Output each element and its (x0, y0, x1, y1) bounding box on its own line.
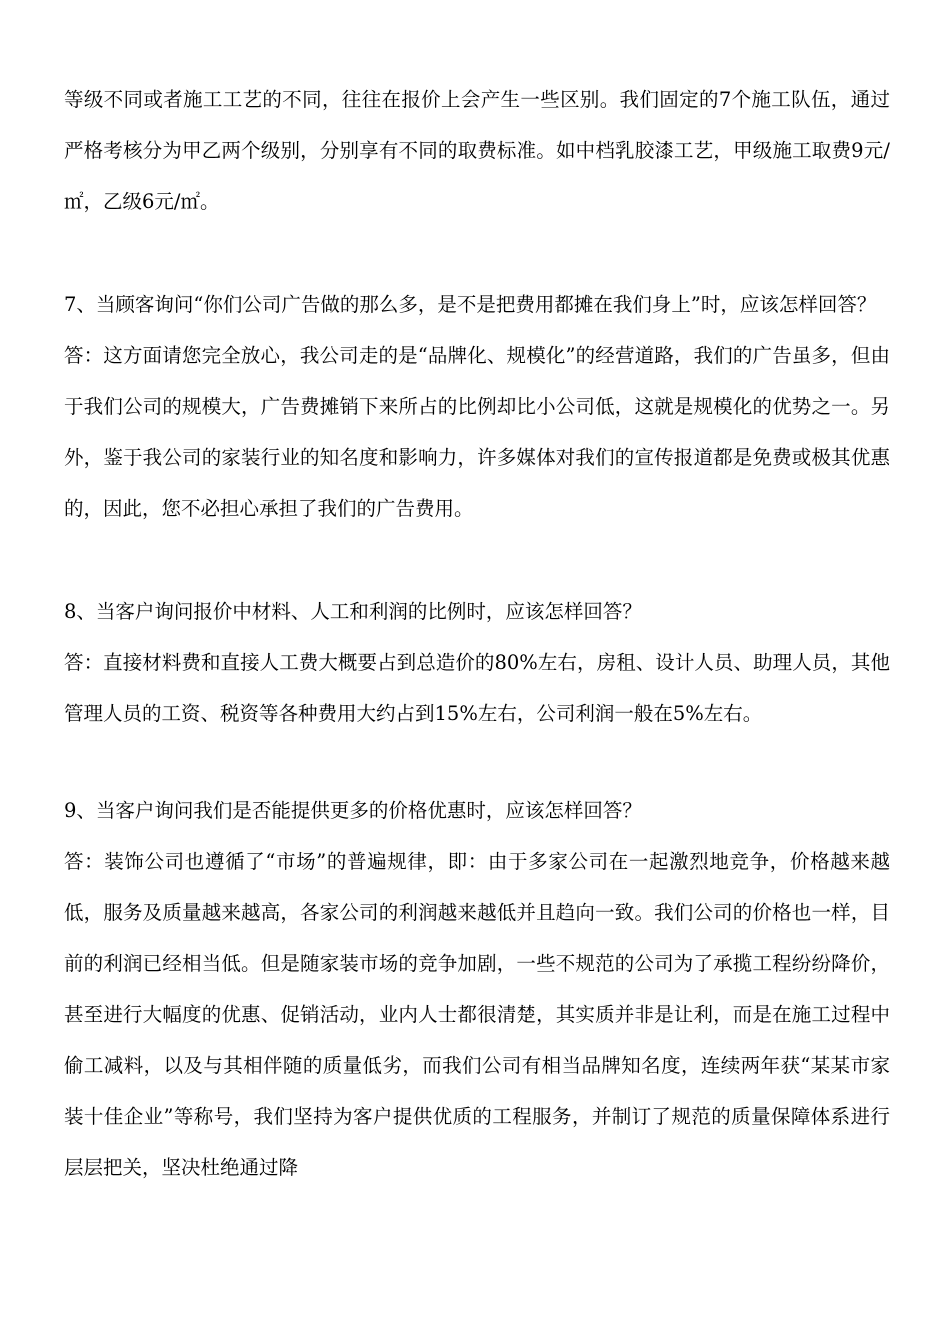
answer-7: 答：这方面请您完全放心，我公司走的是“品牌化、规模化”的经营道路，我们的广告虽多，但由于我们公司的规模大，广告费摊销下来所占的比例却比小公司低，这就是规模化的优势之一。另外，鉴于我公司的家装行业的知名度和影响力，许多媒体对我们的宣传报道都是免费或极其优惠的，因此，您不必担心承担了我们的广告费用。 (64, 344, 890, 520)
question-8: 8、当客户询问报价中材料、人工和利润的比例时，应该怎样回答？ (64, 600, 642, 623)
document-page (64, 74, 890, 1193)
spacer (64, 534, 890, 586)
answer-8: 答：直接材料费和直接人工费大概要占到总造价的80%左右，房租、设计人员、助理人员，其他管理人员的工资、税资等各种费用大约占到15%左右，公司利润一般在5%左右。 (64, 651, 890, 725)
intro-paragraph: 等级不同或者施工工艺的不同，往往在报价上会产生一些区别。我们固定的7个施工队伍，通过严格考核分为甲乙两个级别，分别享有不同的取费标准。如中档乳胶漆工艺，甲级施工取费9元/㎡，乙级6元/㎡。 (64, 88, 890, 213)
question-9: 9、当客户询问我们是否能提供更多的价格优惠时，应该怎样回答？ (64, 799, 642, 822)
question-7: 7、当顾客询问“你们公司广告做的那么多，是不是把费用都摊在我们身上”时，应该怎样回答？ (64, 293, 877, 316)
spacer (64, 227, 890, 279)
answer-9: 答：装饰公司也遵循了“市场”的普遍规律，即：由于多家公司在一起激烈地竞争，价格越来越低，服务及质量越来越高，各家公司的利润越来越低并且趋向一致。我们公司的价格也一样，目前的利润已经相当低。但是随家装市场的竞争加剧，一些不规范的公司为了承揽工程纷纷降价，甚至进行大幅度的优惠、促销活动，业内人士都很清楚，其实质并非是让利，而是在施工过程中偷工减料，以及与其相伴随的质量低劣，而我们公司有相当品牌知名度，连续两年获“某某市家装十佳企业”等称号，我们坚持为客户提供优质的工程服务，并制订了规范的质量保障体系进行层层把关，坚决杜绝通过降 (64, 850, 890, 1179)
spacer (64, 739, 890, 785)
